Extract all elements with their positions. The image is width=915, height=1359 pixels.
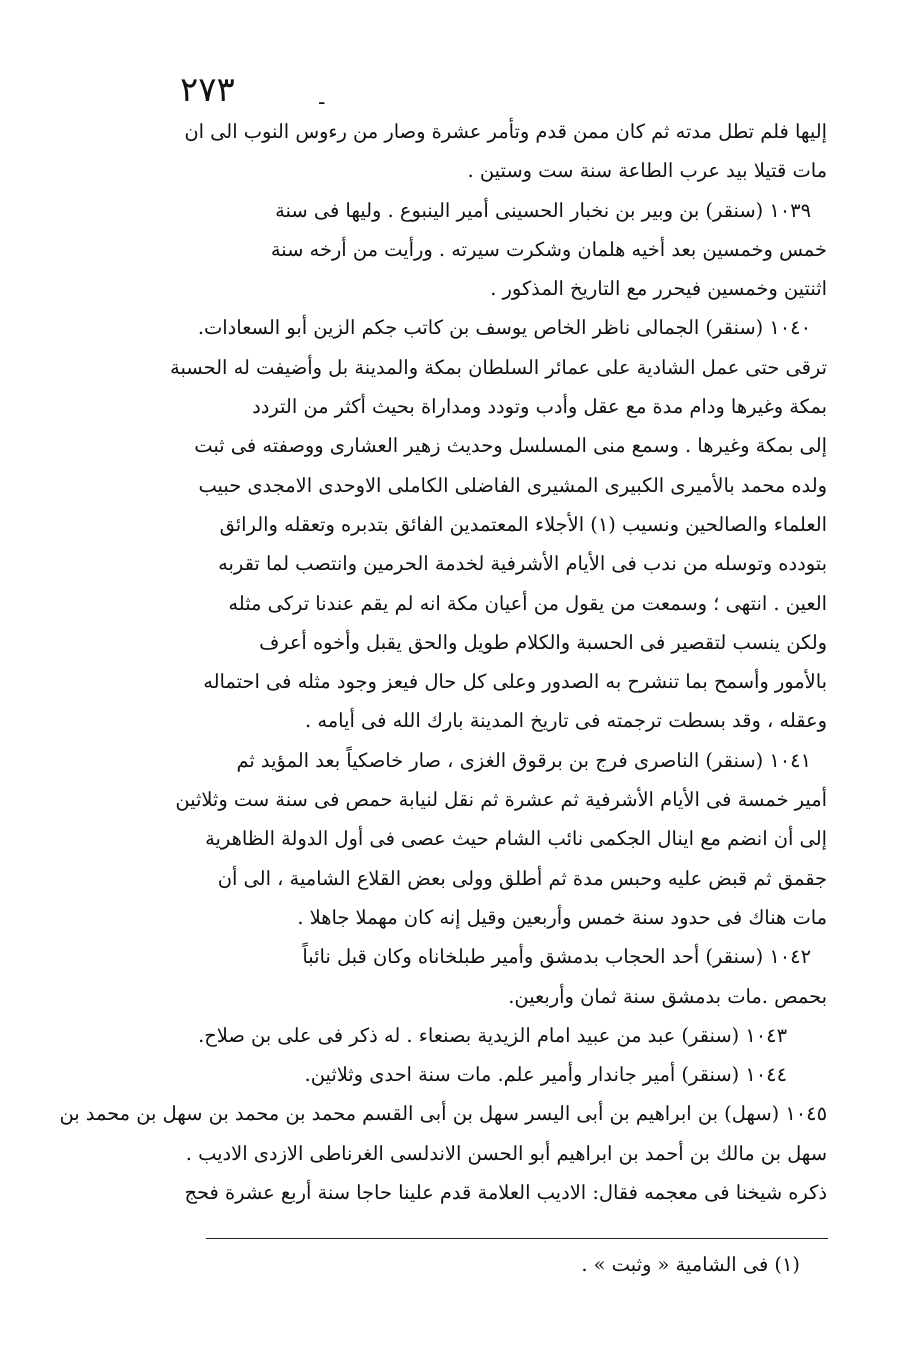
text-line: وعقله ، وقد بسطت ترجمته فى تاريخ المدينة بارك الله فى أيامه . — [305, 709, 827, 733]
text-line: العلماء والصالحين ونسيب (١) الأجلاء المعتمدين الفائق بتدبره وتعقله والرائق — [219, 512, 827, 536]
text-line: ترقى حتى عمل الشادية على عمائر السلطان بمكة والمدينة بل وأضيفت له الحسبة — [170, 355, 827, 379]
entry-1045-line: ١٠٤٥ (سهل) بن ابراهيم بن أبى اليسر سهل بن أبى القسم محمد بن محمد بن سهل بن محمد بن — [59, 1102, 827, 1126]
page-dash: - — [318, 90, 326, 115]
text-line: جقمق ثم قبض عليه وحبس مدة ثم أطلق وولى بعض القلاع الشامية ، الى أن — [217, 866, 827, 890]
text-line: ولده محمد بالأميرى الكبيرى المشيرى الفاضلى الكاملى الاوحدى الامجدى حبيب — [198, 473, 827, 497]
main-text — [59, 112, 827, 1212]
entry-1044-line: ١٠٤٤ (سنقر) أمير جاندار وأمير علم. مات سنة احدى وثلاثين. — [304, 1063, 787, 1087]
text-line: ذكره شيخنا فى معجمه فقال: الاديب العلامة قدم علينا حاجا سنة أربع عشرة فحج — [184, 1181, 827, 1205]
text-line: إلى بمكة وغيرها . وسمع منى المسلسل وحديث زهير العشارى ووصفته فى ثبت — [194, 434, 827, 458]
text-line: العين . انتهى ؛ وسمعت من يقول من أعيان مكة انه لم يقم عندنا تركى مثله — [228, 591, 827, 615]
entry-1043-line: ١٠٤٣ (سنقر) عبد من عبيد امام الزيدية بصنعاء . له ذكر فى على بن صلاح. — [198, 1023, 787, 1047]
text-line: بالأمور وأسمح بما تنشرح به الصدور وعلى كل حال فيعز وجود مثله فى احتماله — [203, 670, 827, 694]
page-number: ٢٧٣ — [180, 70, 235, 110]
text-line: مات هناك فى حدود سنة خمس وأربعين وقيل إنه كان مهملا جاهلا . — [297, 905, 827, 929]
entry-1041-line: ١٠٤١ (سنقر) الناصرى فرج بن برقوق الغزى ، صار خاصكياً بعد المؤيد ثم — [236, 748, 811, 772]
text-line: اثنتين وخمسين فيحرر مع التاريخ المذكور . — [490, 277, 827, 301]
text-line: ولكن ينسب لتقصير فى الحسبة والكلام طويل والحق يقبل وأخوه أعرف — [259, 630, 827, 654]
footnote: (١) فى الشامية « وثبت » . — [581, 1253, 800, 1276]
text-line: بحمص .مات بدمشق سنة ثمان وأربعين. — [508, 984, 827, 1008]
entry-1042-line: ١٠٤٢ (سنقر) أحد الحجاب بدمشق وأمير طبلخاناه وكان قبل نائباً — [302, 945, 811, 969]
entry-1040-line: ١٠٤٠ (سنقر) الجمالى ناظر الخاص يوسف بن كاتب جكم الزين أبو السعادات. — [197, 316, 811, 340]
text-line: إليها فلم تطل مدته ثم كان ممن قدم وتأمر عشرة وصار من رءوس النوب الى ان — [184, 120, 827, 143]
footnote-divider — [206, 1238, 828, 1239]
text-line: بتودده وتوسله من ندب فى الأيام الأشرفية لخدمة الحرمين وانتصب لما تقربه — [218, 552, 827, 576]
entry-1039-line: ١٠٣٩ (سنقر) بن وبير بن نخبار الحسينى أمير الينبوع . وليها فى سنة — [275, 198, 811, 222]
text-line: بمكة وغيرها ودام مدة مع عقل وأدب وتودد ومداراة بحيث أكثر من التردد — [252, 395, 827, 419]
text-line: أمير خمسة فى الأيام الأشرفية ثم عشرة ثم نقل لنيابة حمص فى سنة ست وثلاثين — [175, 788, 827, 812]
text-line: مات قتيلا بيد عرب الطاعة سنة ست وستين . — [467, 159, 827, 183]
text-line: إلى أن انضم مع اينال الجكمى نائب الشام حيث عصى فى أول الدولة الظاهرية — [205, 827, 827, 851]
text-line: سهل بن مالك بن أحمد بن ابراهيم أبو الحسن الاندلسى الغرناطى الازدى الاديب . — [185, 1141, 827, 1165]
text-line: خمس وخمسين بعد أخيه هلمان وشكرت سيرته . ورأيت من أرخه سنة — [270, 237, 827, 261]
